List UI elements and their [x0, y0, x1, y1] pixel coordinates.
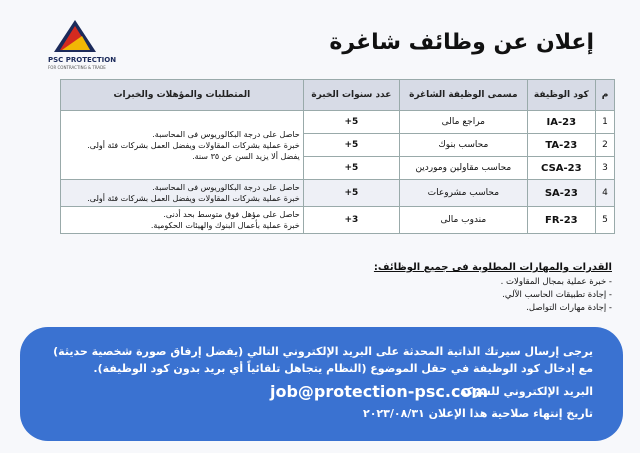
job-title: محاسب مقاولين وموردين — [400, 157, 528, 180]
requirements-group-3 — [61, 207, 304, 234]
experience-years: +5 — [303, 134, 399, 157]
experience-years: +5 — [303, 157, 399, 180]
email-label: البريد الإلكتروني للشركة : — [451, 385, 593, 398]
email-link[interactable]: job@protection-psc.com — [270, 382, 489, 401]
row-number: 1 — [596, 111, 615, 134]
job-code: IA-23 — [527, 111, 595, 134]
col-requirements: المتطلبات والمؤهلات والخبرات — [61, 80, 304, 111]
job-title: محاسب مشروعات — [400, 180, 528, 207]
experience-years: +3 — [303, 207, 399, 234]
contact-instruction: يرجى إرسال سيرتك الذاتية المحدثة على البريد الإلكتروني التالي (يفضل إرفاق صورة شخصية حديثة) — [53, 345, 593, 358]
table-header-row — [61, 80, 615, 111]
col-number: م — [596, 80, 615, 111]
skill-item: - إجادة مهارات التواصل. — [526, 303, 612, 313]
job-title: محاسب بنوك — [400, 134, 528, 157]
row-number: 5 — [596, 207, 615, 234]
jobs-table — [60, 79, 615, 234]
skill-item: - إجادة تطبيقات الحاسب الآلي. — [502, 290, 612, 300]
requirements-group-2 — [61, 180, 304, 207]
requirement-line: حاصل على درجة البكالوريوس فى المحاسبة. — [152, 183, 300, 192]
skill-item: - خبرة عملية بمجال المقاولات . — [500, 277, 612, 287]
requirement-line: حاصل على درجة البكالوريوس فى المحاسبة. — [152, 129, 300, 139]
requirement-line: خبرة عملية بشركات المقاولات ويفضل العمل بشركات فئة أولى. — [87, 140, 300, 150]
skills-section — [374, 262, 612, 315]
header — [0, 0, 640, 78]
requirement-line: خبرة عملية بشركات المقاولات ويفضل العمل بشركات فئة أولى. — [87, 194, 300, 203]
contact-subject-note: مع إدخال كود الوظيفة في حقل الموضوع (النظام يتجاهل تلقائياً أي بريد بدون كود الوظيفة). — [93, 362, 593, 375]
table-row — [61, 111, 615, 134]
experience-years: +5 — [303, 180, 399, 207]
requirement-line: يفضل ألا يزيد السن عن ٣٥ سنة. — [192, 151, 300, 161]
col-code: كود الوظيفة — [527, 80, 595, 111]
deadline-text: تاريخ إنتهاء صلاحية هذا الإعلان ٢٠٢٣/٠٨/٣١ — [363, 407, 593, 420]
logo-triangle-icon — [52, 18, 98, 54]
company-tagline: FOR CONTRACTING & TRADE — [48, 65, 106, 70]
job-code: TA-23 — [527, 134, 595, 157]
company-name: PSC PROTECTION — [48, 56, 117, 64]
job-code: FR-23 — [527, 207, 595, 234]
requirement-line: حاصل على مؤهل فوق متوسط بحد أدنى. — [163, 210, 300, 219]
job-title: مراجع مالى — [400, 111, 528, 134]
row-number: 4 — [596, 180, 615, 207]
col-years: عدد سنوات الخبرة — [303, 80, 399, 111]
row-number: 2 — [596, 134, 615, 157]
job-title: مندوب مالى — [400, 207, 528, 234]
company-logo — [48, 18, 118, 70]
row-number: 3 — [596, 157, 615, 180]
job-code: SA-23 — [527, 180, 595, 207]
job-code: CSA-23 — [527, 157, 595, 180]
contact-box — [20, 327, 623, 441]
requirements-group-1 — [61, 111, 304, 180]
col-title: مسمى الوظيفة الشاغرة — [400, 80, 528, 111]
skills-heading: القدرات والمهارات المطلوبة فى جميع الوظائف: — [373, 262, 612, 273]
requirement-line: خبرة عملية بأعمال البنوك والهيئات الحكومية. — [150, 221, 300, 230]
experience-years: +5 — [303, 111, 399, 134]
page-title: إعلان عن وظائف شاغرة — [329, 30, 594, 55]
table-row — [61, 207, 615, 234]
table-row — [61, 180, 615, 207]
